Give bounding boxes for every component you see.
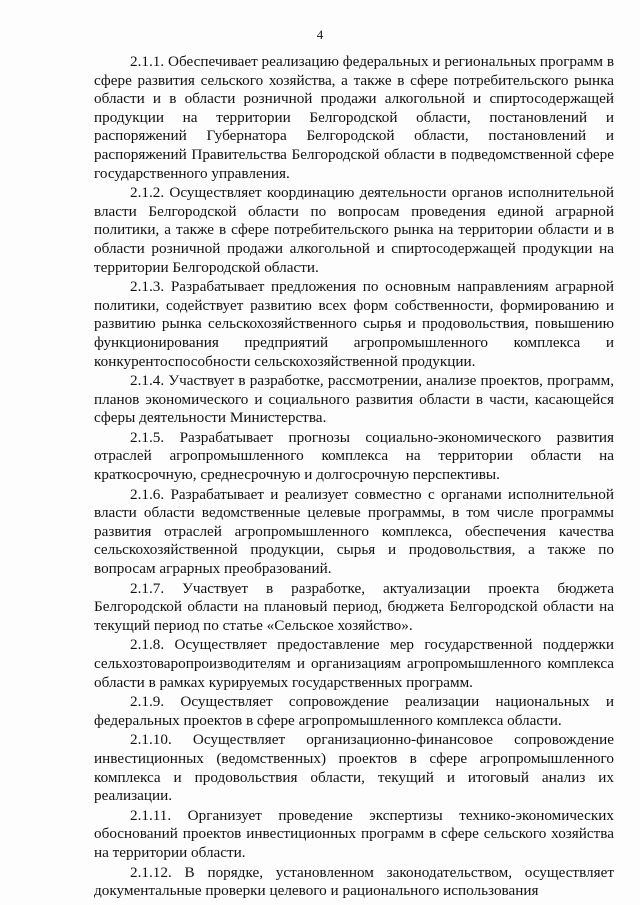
paragraph-2-1-7: 2.1.7. Участвует в разработке, актуализации проекта бюджета Белгородской области на плановый период, бюджета Белгородской области на текущий период по статье «Сельское хозяйство».: [94, 579, 614, 634]
paragraph-2-1-6: 2.1.6. Разрабатывает и реализует совместно с органами исполнительной власти области ведомственные целевые программы, в том числе программы развития отраслей агропромышленного комплекса, обеспечения качества сельскохозяйственной продукции, сырья и продовольствия, а также по вопросам аграрных преобразований.: [94, 485, 614, 578]
paragraph-2-1-1: 2.1.1. Обеспечивает реализацию федеральных и региональных программ в сфере развития сельского хозяйства, а также в сфере потребительского рынка области и в области розничной продажи алкогольной и спиртосодержащей продукции на территории Белгородской области, постановлений и распоряжений Губернатора Белгородской области, постановлений и распоряжений Правительства Белгородской области в подведомственной сфере государственного управления.: [94, 53, 614, 182]
document-body: [94, 53, 614, 902]
paragraph-2-1-10: 2.1.10. Осуществляет организационно-финансовое сопровождение инвестиционных (ведомственных) проектов в сфере агропромышленного комплекса и продовольствия области, текущий и итоговый анализ их реализации.: [94, 731, 614, 805]
paragraph-2-1-9: 2.1.9. Осуществляет сопровождение реализации национальных и федеральных проектов в сфере агропромышленного комплекса области.: [94, 693, 614, 729]
paragraph-2-1-12: 2.1.12. В порядке, установленном законодательством, осуществляет документальные проверки целевого и рационального использования: [94, 863, 614, 900]
paragraph-2-1-4: 2.1.4. Участвует в разработке, рассмотрении, анализе проектов, программ, планов экономического и социального развития области в части, касающейся сферы деятельности Министерства.: [94, 372, 614, 427]
paragraph-2-1-8: 2.1.8. Осуществляет предоставление мер государственной поддержки сельхозтоваропроизводителям и организациям агропромышленного комплекса области в рамках курируемых государственных программ.: [94, 636, 614, 691]
paragraph-2-1-2: 2.1.2. Осуществляет координацию деятельности органов исполнительной власти Белгородской области по вопросам проведения единой аграрной политики, а также в сфере потребительского рынка на территории области и в области розничной продажи алкогольной и спиртосодержащей продукции на территории Белгородской области.: [94, 184, 614, 276]
paragraph-2-1-5: 2.1.5. Разрабатывает прогнозы социально-экономического развития отраслей агропромышленного комплекса на территории области на краткосрочную, среднесрочную и долгосрочную перспективы.: [94, 428, 614, 484]
page-number: 4: [316, 27, 324, 42]
paragraph-2-1-3: 2.1.3. Разрабатывает предложения по основным направлениям аграрной политики, содействует развитию всех форм собственности, формированию и развитию рынка сельскохозяйственного сырья и продовольствия, повышению функционирования предприятий агропромышленного комплекса и конкурентоспособности сельскохозяйственной продукции.: [94, 278, 614, 370]
paragraph-2-1-11: 2.1.11. Организует проведение экспертизы технико-экономических обоснований проектов инвестиционных программ в сфере сельского хозяйства на территории области.: [94, 806, 614, 861]
